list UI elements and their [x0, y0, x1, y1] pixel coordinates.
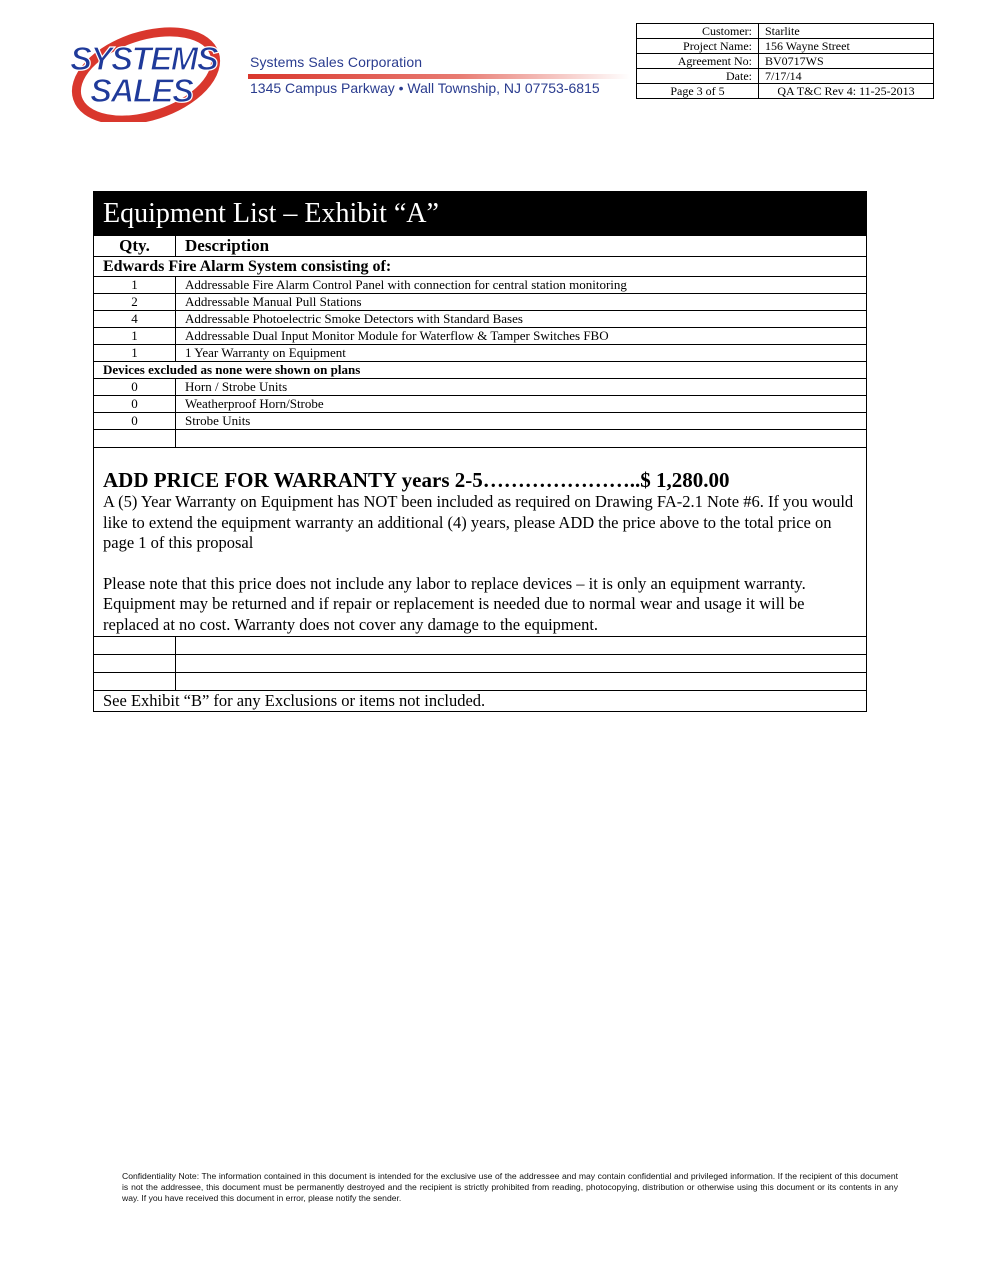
description-cell: Addressable Fire Alarm Control Panel with connection for central station monitoring [176, 277, 867, 294]
description-cell: Addressable Manual Pull Stations [176, 294, 867, 311]
group-heading: Edwards Fire Alarm System consisting of: [94, 257, 867, 277]
qty-header: Qty. [94, 236, 176, 257]
qty-cell: 2 [94, 294, 176, 311]
qty-cell: 0 [94, 396, 176, 413]
info-row-customer: Customer: Starlite [637, 24, 934, 39]
qty-cell: 0 [94, 413, 176, 430]
qty-cell: 1 [94, 328, 176, 345]
info-row-date: Date: 7/17/14 [637, 69, 934, 84]
equipment-title: Equipment List – Exhibit “A” [94, 192, 867, 236]
table-row [94, 277, 867, 294]
group-heading: Devices excluded as none were shown on plans [94, 362, 867, 379]
qty-cell: 1 [94, 277, 176, 294]
svg-text:SALES: SALES [90, 72, 193, 109]
company-address: 1345 Campus Parkway • Wall Township, NJ 07753-6815 [250, 80, 600, 96]
revision: QA T&C Rev 4: 11-25-2013 [759, 84, 934, 99]
table-row [94, 379, 867, 396]
empty-row [94, 637, 867, 655]
warranty-note-row [94, 448, 867, 637]
table-row [94, 328, 867, 345]
qty-cell: 0 [94, 379, 176, 396]
column-header-row [94, 236, 867, 257]
equipment-list-table [93, 191, 867, 712]
table-row [94, 311, 867, 328]
info-row-page [637, 84, 934, 99]
description-cell: Addressable Dual Input Monitor Module for Waterflow & Tamper Switches FBO [176, 328, 867, 345]
description-header: Description [176, 236, 867, 257]
exhibit-b-note: See Exhibit “B” for any Exclusions or items not included. [94, 691, 867, 712]
table-row [94, 294, 867, 311]
page-number: Page 3 of 5 [637, 84, 759, 99]
description-cell: Addressable Photoelectric Smoke Detectors with Standard Bases [176, 311, 867, 328]
svg-text:SYSTEMS: SYSTEMS [70, 40, 218, 77]
table-row [94, 345, 867, 362]
empty-row [94, 430, 867, 448]
description-cell: Strobe Units [176, 413, 867, 430]
company-block [250, 54, 600, 96]
empty-row [94, 673, 867, 691]
table-row [94, 396, 867, 413]
warranty-price-heading: ADD PRICE FOR WARRANTY years 2-5…………………..$ 1,280.00 [103, 468, 730, 492]
qty-cell: 1 [94, 345, 176, 362]
project-info-table [636, 23, 934, 99]
systems-sales-logo [66, 18, 228, 122]
company-name: Systems Sales Corporation [250, 54, 423, 70]
company-divider [248, 74, 630, 79]
description-cell: Horn / Strobe Units [176, 379, 867, 396]
confidentiality-note: Confidentiality Note: The information contained in this document is intended for the exclusive use of the addressee and may contain confidential and privileged information. If the recipient of this document is not the addressee, this document must be permanently destroyed and the recipient is strictly prohibited from reading, photocopying, distribution or otherwise using this document or its contents in any way. If you have received this document in error, please notify the sender. [122, 1171, 898, 1203]
equipment-title-row [94, 192, 867, 236]
info-row-project-name: Project Name: 156 Wayne Street [637, 39, 934, 54]
warranty-paragraph: A (5) Year Warranty on Equipment has NOT been included as required on Drawing FA-2.1 Note #6. If you would like to extend the equipment warranty an additional (4) years, please ADD the price above to the total price on page 1 of this proposal [103, 492, 854, 552]
qty-cell: 4 [94, 311, 176, 328]
exhibit-b-row [94, 691, 867, 712]
empty-row [94, 655, 867, 673]
description-cell: 1 Year Warranty on Equipment [176, 345, 867, 362]
table-row [94, 413, 867, 430]
description-cell: Weatherproof Horn/Strobe [176, 396, 867, 413]
info-row-agreement-no: Agreement No: BV0717WS [637, 54, 934, 69]
warranty-disclaimer: Please note that this price does not include any labor to replace devices – it is only an equipment warranty. Equipment may be returned and if repair or replacement is needed due to normal wear and usage it will be replaced at no cost. Warranty does not cover any damage to the equipment. [103, 573, 806, 634]
